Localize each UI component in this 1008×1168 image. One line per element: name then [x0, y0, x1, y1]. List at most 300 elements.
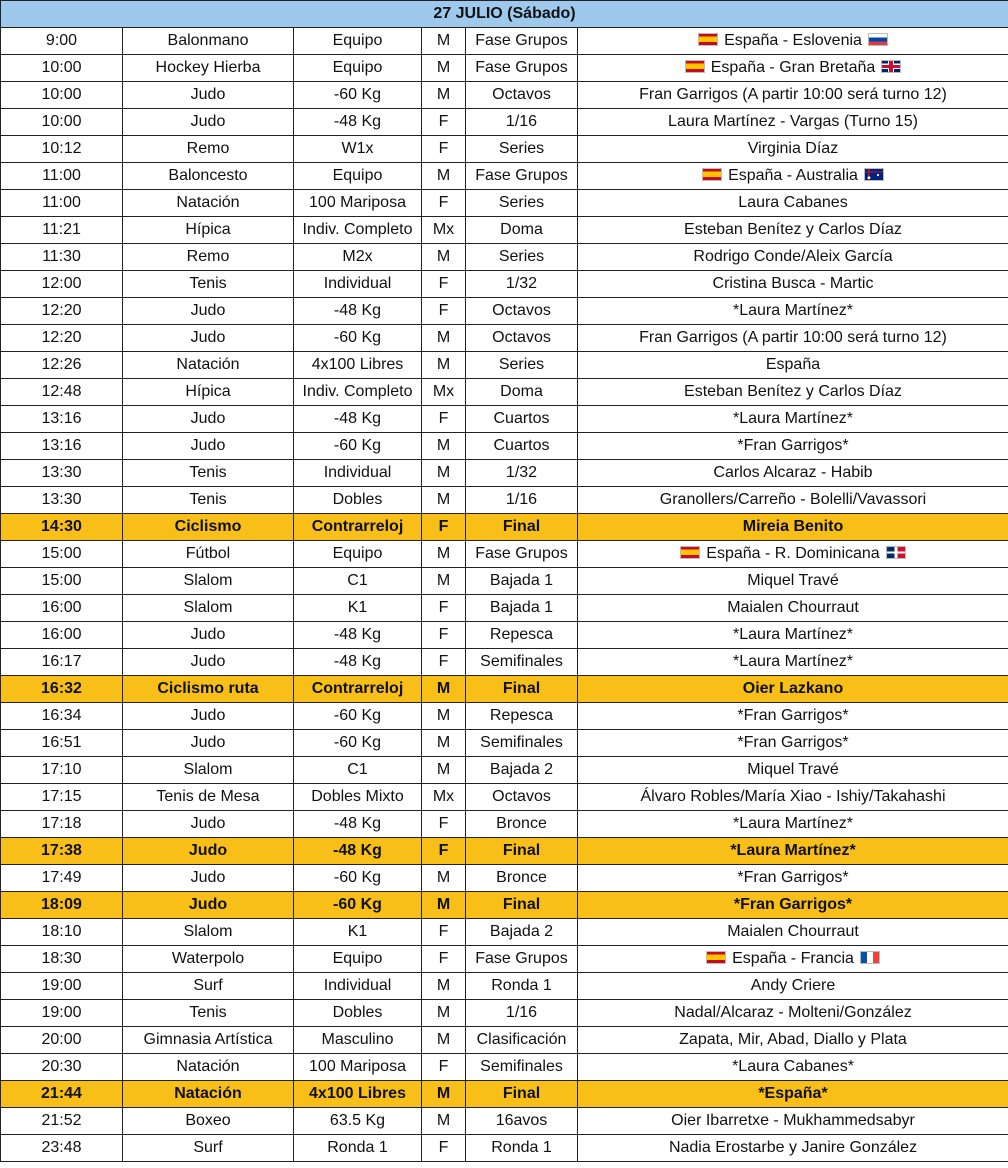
time-cell: 12:20	[1, 325, 123, 352]
athlete-cell: Esteban Benítez y Carlos Díaz	[578, 217, 1008, 244]
time-cell: 12:48	[1, 379, 123, 406]
event-cell: Equipo	[294, 946, 422, 973]
athlete-cell: Granollers/Carreño - Bolelli/Vavassori	[578, 487, 1008, 514]
time-cell: 19:00	[1, 1000, 123, 1027]
event-cell: W1x	[294, 136, 422, 163]
sport-cell: Tenis	[123, 271, 294, 298]
final-row	[1, 676, 1008, 703]
day-header: 27 JULIO (Sábado)	[1, 1, 1008, 28]
phase-cell: Series	[466, 190, 578, 217]
athlete-label: España - Eslovenia	[724, 32, 862, 49]
athlete-cell: *Fran Garrigos*	[578, 703, 1008, 730]
gender-cell: F	[422, 595, 466, 622]
time-cell: 12:20	[1, 298, 123, 325]
athlete-label: España - Francia	[732, 950, 854, 967]
time-cell: 12:26	[1, 352, 123, 379]
gender-cell: Mx	[422, 379, 466, 406]
time-cell: 12:00	[1, 271, 123, 298]
gender-cell: M	[422, 1027, 466, 1054]
athlete-cell: *Laura Martínez*	[578, 811, 1008, 838]
athlete-cell: Maialen Chourraut	[578, 595, 1008, 622]
athlete-cell: Zapata, Mir, Abad, Diallo y Plata	[578, 1027, 1008, 1054]
athlete-cell: Mireia Benito	[578, 514, 1008, 541]
sport-cell: Judo	[123, 649, 294, 676]
time-cell: 16:00	[1, 595, 123, 622]
sport-cell: Fútbol	[123, 541, 294, 568]
event-cell: 4x100 Libres	[294, 352, 422, 379]
phase-cell: Bajada 1	[466, 595, 578, 622]
athlete-cell: Esteban Benítez y Carlos Díaz	[578, 379, 1008, 406]
table-row	[1, 271, 1008, 298]
table-row	[1, 1054, 1008, 1081]
gender-cell: F	[422, 190, 466, 217]
time-cell: 11:30	[1, 244, 123, 271]
gender-cell: M	[422, 82, 466, 109]
es-flag-icon	[706, 951, 726, 964]
schedule-rows	[1, 28, 1008, 1162]
sport-cell: Slalom	[123, 595, 294, 622]
time-cell: 10:00	[1, 109, 123, 136]
table-row	[1, 973, 1008, 1000]
athlete-cell: *Fran Garrigos*	[578, 865, 1008, 892]
time-cell: 19:00	[1, 973, 123, 1000]
phase-cell: Fase Grupos	[466, 28, 578, 55]
gender-cell: M	[422, 1108, 466, 1135]
table-row	[1, 1027, 1008, 1054]
sport-cell: Judo	[123, 865, 294, 892]
event-cell: 100 Mariposa	[294, 190, 422, 217]
time-cell: 11:21	[1, 217, 123, 244]
phase-cell: Final	[466, 892, 578, 919]
sport-cell: Remo	[123, 244, 294, 271]
gender-cell: F	[422, 514, 466, 541]
event-cell: Contrarreloj	[294, 676, 422, 703]
phase-cell: Clasificación	[466, 1027, 578, 1054]
athlete-cell: Nadia Erostarbe y Janire González	[578, 1135, 1008, 1162]
table-row	[1, 784, 1008, 811]
gender-cell: Mx	[422, 784, 466, 811]
si-flag-icon	[868, 33, 888, 46]
table-row	[1, 82, 1008, 109]
gender-cell: Mx	[422, 217, 466, 244]
event-cell: Masculino	[294, 1027, 422, 1054]
table-row	[1, 217, 1008, 244]
table-row	[1, 109, 1008, 136]
phase-cell: Bronce	[466, 811, 578, 838]
phase-cell: Octavos	[466, 325, 578, 352]
event-cell: Ronda 1	[294, 1135, 422, 1162]
event-cell: 63.5 Kg	[294, 1108, 422, 1135]
event-cell: -48 Kg	[294, 406, 422, 433]
time-cell: 18:09	[1, 892, 123, 919]
athlete-cell: Maialen Chourraut	[578, 919, 1008, 946]
time-cell: 15:00	[1, 568, 123, 595]
time-cell: 15:00	[1, 541, 123, 568]
phase-cell: Octavos	[466, 298, 578, 325]
event-cell: Equipo	[294, 541, 422, 568]
table-row	[1, 649, 1008, 676]
phase-cell: 1/16	[466, 487, 578, 514]
table-row	[1, 1135, 1008, 1162]
athlete-label: España - R. Dominicana	[706, 545, 880, 562]
phase-cell: Bajada 2	[466, 757, 578, 784]
phase-cell: Series	[466, 136, 578, 163]
phase-cell: Cuartos	[466, 433, 578, 460]
sport-cell: Hípica	[123, 217, 294, 244]
athlete-cell: *España*	[578, 1081, 1008, 1108]
gender-cell: F	[422, 919, 466, 946]
sport-cell: Judo	[123, 406, 294, 433]
phase-cell: Series	[466, 244, 578, 271]
athlete-cell	[578, 28, 1008, 55]
phase-cell: Series	[466, 352, 578, 379]
table-row	[1, 703, 1008, 730]
final-row	[1, 892, 1008, 919]
time-cell: 13:30	[1, 460, 123, 487]
sport-cell: Natación	[123, 352, 294, 379]
phase-cell: Octavos	[466, 82, 578, 109]
sport-cell: Judo	[123, 730, 294, 757]
athlete-label: España - Gran Bretaña	[710, 59, 876, 76]
table-row	[1, 919, 1008, 946]
gb-flag-icon	[881, 60, 901, 73]
sport-cell: Judo	[123, 298, 294, 325]
sport-cell: Remo	[123, 136, 294, 163]
event-cell: K1	[294, 595, 422, 622]
time-cell: 11:00	[1, 163, 123, 190]
athlete-cell: Oier Ibarretxe - Mukhammedsabyr	[578, 1108, 1008, 1135]
time-cell: 16:51	[1, 730, 123, 757]
athlete-cell: *Fran Garrigos*	[578, 433, 1008, 460]
athlete-cell: *Laura Martínez*	[578, 622, 1008, 649]
event-cell: Indiv. Completo	[294, 217, 422, 244]
time-cell: 10:00	[1, 55, 123, 82]
phase-cell: Doma	[466, 217, 578, 244]
phase-cell: Semifinales	[466, 649, 578, 676]
athlete-cell: Carlos Alcaraz - Habib	[578, 460, 1008, 487]
event-cell: Individual	[294, 271, 422, 298]
gender-cell: M	[422, 1081, 466, 1108]
sport-cell: Judo	[123, 82, 294, 109]
fr-flag-icon	[860, 951, 880, 964]
athlete-cell: Nadal/Alcaraz - Molteni/González	[578, 1000, 1008, 1027]
table-row	[1, 325, 1008, 352]
table-row	[1, 568, 1008, 595]
time-cell: 16:32	[1, 676, 123, 703]
sport-cell: Judo	[123, 892, 294, 919]
time-cell: 13:16	[1, 433, 123, 460]
athlete-cell: *Laura Martínez*	[578, 406, 1008, 433]
table-row	[1, 163, 1008, 190]
sport-cell: Judo	[123, 838, 294, 865]
es-flag-icon	[680, 546, 700, 559]
table-row	[1, 865, 1008, 892]
athlete-cell: *Laura Martínez*	[578, 649, 1008, 676]
gender-cell: F	[422, 946, 466, 973]
sport-cell: Slalom	[123, 919, 294, 946]
table-row	[1, 298, 1008, 325]
phase-cell: Fase Grupos	[466, 55, 578, 82]
table-row	[1, 757, 1008, 784]
phase-cell: Semifinales	[466, 1054, 578, 1081]
time-cell: 14:30	[1, 514, 123, 541]
athlete-cell: *Laura Martínez*	[578, 298, 1008, 325]
gender-cell: F	[422, 838, 466, 865]
phase-cell: Octavos	[466, 784, 578, 811]
event-cell: -60 Kg	[294, 892, 422, 919]
time-cell: 21:44	[1, 1081, 123, 1108]
event-cell: 100 Mariposa	[294, 1054, 422, 1081]
time-cell: 18:30	[1, 946, 123, 973]
es-flag-icon	[698, 33, 718, 46]
final-row	[1, 838, 1008, 865]
time-cell: 16:00	[1, 622, 123, 649]
event-cell: Individual	[294, 460, 422, 487]
gender-cell: M	[422, 568, 466, 595]
sport-cell: Surf	[123, 1135, 294, 1162]
event-cell: Indiv. Completo	[294, 379, 422, 406]
gender-cell: F	[422, 649, 466, 676]
sport-cell: Tenis	[123, 460, 294, 487]
sport-cell: Boxeo	[123, 1108, 294, 1135]
sport-cell: Gimnasia Artística	[123, 1027, 294, 1054]
phase-cell: Ronda 1	[466, 973, 578, 1000]
table-row	[1, 379, 1008, 406]
gender-cell: M	[422, 865, 466, 892]
gender-cell: F	[422, 271, 466, 298]
phase-cell: Repesca	[466, 622, 578, 649]
athlete-cell: Álvaro Robles/María Xiao - Ishiy/Takahashi	[578, 784, 1008, 811]
gender-cell: M	[422, 730, 466, 757]
table-row	[1, 55, 1008, 82]
time-cell: 17:15	[1, 784, 123, 811]
phase-cell: Fase Grupos	[466, 163, 578, 190]
phase-cell: 1/32	[466, 460, 578, 487]
event-cell: Dobles	[294, 1000, 422, 1027]
athlete-cell: *Laura Martínez*	[578, 838, 1008, 865]
final-row	[1, 514, 1008, 541]
gender-cell: M	[422, 703, 466, 730]
gender-cell: M	[422, 163, 466, 190]
gender-cell: M	[422, 28, 466, 55]
gender-cell: M	[422, 325, 466, 352]
time-cell: 20:00	[1, 1027, 123, 1054]
phase-cell: Doma	[466, 379, 578, 406]
table-row	[1, 244, 1008, 271]
sport-cell: Judo	[123, 325, 294, 352]
athlete-cell: Fran Garrigos (A partir 10:00 será turno 12)	[578, 325, 1008, 352]
athlete-cell: *Fran Garrigos*	[578, 730, 1008, 757]
time-cell: 17:18	[1, 811, 123, 838]
gender-cell: F	[422, 622, 466, 649]
gender-cell: M	[422, 757, 466, 784]
phase-cell: Bajada 2	[466, 919, 578, 946]
sport-cell: Waterpolo	[123, 946, 294, 973]
table-row	[1, 28, 1008, 55]
au-flag-icon	[864, 168, 884, 181]
table-row	[1, 136, 1008, 163]
sport-cell: Tenis	[123, 487, 294, 514]
event-cell: C1	[294, 757, 422, 784]
table-row	[1, 541, 1008, 568]
event-cell: Equipo	[294, 163, 422, 190]
athlete-cell	[578, 946, 1008, 973]
sport-cell: Natación	[123, 1081, 294, 1108]
gender-cell: M	[422, 973, 466, 1000]
athlete-label: España - Australia	[728, 167, 858, 184]
athlete-cell: España	[578, 352, 1008, 379]
phase-cell: Final	[466, 676, 578, 703]
event-cell: -60 Kg	[294, 325, 422, 352]
gender-cell: M	[422, 892, 466, 919]
table-row	[1, 811, 1008, 838]
sport-cell: Tenis	[123, 1000, 294, 1027]
event-cell: Equipo	[294, 28, 422, 55]
sport-cell: Baloncesto	[123, 163, 294, 190]
time-cell: 20:30	[1, 1054, 123, 1081]
gender-cell: M	[422, 433, 466, 460]
es-flag-icon	[702, 168, 722, 181]
sport-cell: Judo	[123, 622, 294, 649]
event-cell: -60 Kg	[294, 730, 422, 757]
table-row	[1, 460, 1008, 487]
gender-cell: M	[422, 55, 466, 82]
phase-cell: Final	[466, 1081, 578, 1108]
sport-cell: Tenis de Mesa	[123, 784, 294, 811]
athlete-cell: Oier Lazkano	[578, 676, 1008, 703]
phase-cell: Repesca	[466, 703, 578, 730]
event-cell: -60 Kg	[294, 433, 422, 460]
event-cell: 4x100 Libres	[294, 1081, 422, 1108]
table-row	[1, 730, 1008, 757]
gender-cell: M	[422, 244, 466, 271]
time-cell: 10:12	[1, 136, 123, 163]
gender-cell: M	[422, 460, 466, 487]
event-cell: Dobles Mixto	[294, 784, 422, 811]
athlete-cell: Rodrigo Conde/Aleix García	[578, 244, 1008, 271]
table-row	[1, 1000, 1008, 1027]
do-flag-icon	[886, 546, 906, 559]
athlete-cell: *Laura Cabanes*	[578, 1054, 1008, 1081]
gender-cell: M	[422, 487, 466, 514]
phase-cell: Final	[466, 838, 578, 865]
gender-cell: F	[422, 298, 466, 325]
event-cell: -60 Kg	[294, 865, 422, 892]
time-cell: 23:48	[1, 1135, 123, 1162]
gender-cell: F	[422, 1054, 466, 1081]
athlete-cell: Cristina Busca - Martic	[578, 271, 1008, 298]
table-row	[1, 622, 1008, 649]
sport-cell: Natación	[123, 1054, 294, 1081]
phase-cell: Final	[466, 514, 578, 541]
athlete-cell: Miquel Travé	[578, 568, 1008, 595]
athlete-cell	[578, 541, 1008, 568]
event-cell: -48 Kg	[294, 298, 422, 325]
phase-cell: Cuartos	[466, 406, 578, 433]
table-row	[1, 595, 1008, 622]
time-cell: 13:30	[1, 487, 123, 514]
phase-cell: Fase Grupos	[466, 541, 578, 568]
sport-cell: Slalom	[123, 757, 294, 784]
es-flag-icon	[685, 60, 705, 73]
phase-cell: Semifinales	[466, 730, 578, 757]
phase-cell: Ronda 1	[466, 1135, 578, 1162]
table-row	[1, 1108, 1008, 1135]
sport-cell: Hockey Hierba	[123, 55, 294, 82]
event-cell: -48 Kg	[294, 811, 422, 838]
sport-cell: Natación	[123, 190, 294, 217]
sport-cell: Slalom	[123, 568, 294, 595]
athlete-cell: Virginia Díaz	[578, 136, 1008, 163]
gender-cell: F	[422, 136, 466, 163]
gender-cell: M	[422, 352, 466, 379]
phase-cell: 1/32	[466, 271, 578, 298]
sport-cell: Hípica	[123, 379, 294, 406]
athlete-cell	[578, 163, 1008, 190]
event-cell: Contrarreloj	[294, 514, 422, 541]
event-cell: Individual	[294, 973, 422, 1000]
gender-cell: F	[422, 811, 466, 838]
athlete-cell: Miquel Travé	[578, 757, 1008, 784]
sport-cell: Balonmano	[123, 28, 294, 55]
athlete-cell: Laura Martínez - Vargas (Turno 15)	[578, 109, 1008, 136]
event-cell: -48 Kg	[294, 838, 422, 865]
time-cell: 10:00	[1, 82, 123, 109]
event-cell: K1	[294, 919, 422, 946]
gender-cell: F	[422, 406, 466, 433]
table-row	[1, 487, 1008, 514]
time-cell: 17:38	[1, 838, 123, 865]
phase-cell: 1/16	[466, 1000, 578, 1027]
sport-cell: Judo	[123, 433, 294, 460]
athlete-cell: Laura Cabanes	[578, 190, 1008, 217]
sport-cell: Ciclismo	[123, 514, 294, 541]
gender-cell: M	[422, 676, 466, 703]
table-row	[1, 433, 1008, 460]
gender-cell: M	[422, 541, 466, 568]
time-cell: 17:10	[1, 757, 123, 784]
time-cell: 9:00	[1, 28, 123, 55]
day-header-row	[1, 1, 1008, 28]
sport-cell: Surf	[123, 973, 294, 1000]
phase-cell: Bajada 1	[466, 568, 578, 595]
gender-cell: F	[422, 1135, 466, 1162]
table-row	[1, 352, 1008, 379]
time-cell: 16:34	[1, 703, 123, 730]
event-cell: C1	[294, 568, 422, 595]
phase-cell: Fase Grupos	[466, 946, 578, 973]
event-cell: -60 Kg	[294, 703, 422, 730]
phase-cell: 1/16	[466, 109, 578, 136]
final-row	[1, 1081, 1008, 1108]
event-cell: -60 Kg	[294, 82, 422, 109]
event-cell: Dobles	[294, 487, 422, 514]
sport-cell: Ciclismo ruta	[123, 676, 294, 703]
time-cell: 16:17	[1, 649, 123, 676]
time-cell: 21:52	[1, 1108, 123, 1135]
event-cell: -48 Kg	[294, 649, 422, 676]
phase-cell: 16avos	[466, 1108, 578, 1135]
athlete-cell: Fran Garrigos (A partir 10:00 será turno 12)	[578, 82, 1008, 109]
event-cell: -48 Kg	[294, 622, 422, 649]
time-cell: 11:00	[1, 190, 123, 217]
table-row	[1, 406, 1008, 433]
event-cell: Equipo	[294, 55, 422, 82]
table-row	[1, 946, 1008, 973]
gender-cell: F	[422, 109, 466, 136]
time-cell: 17:49	[1, 865, 123, 892]
sport-cell: Judo	[123, 703, 294, 730]
